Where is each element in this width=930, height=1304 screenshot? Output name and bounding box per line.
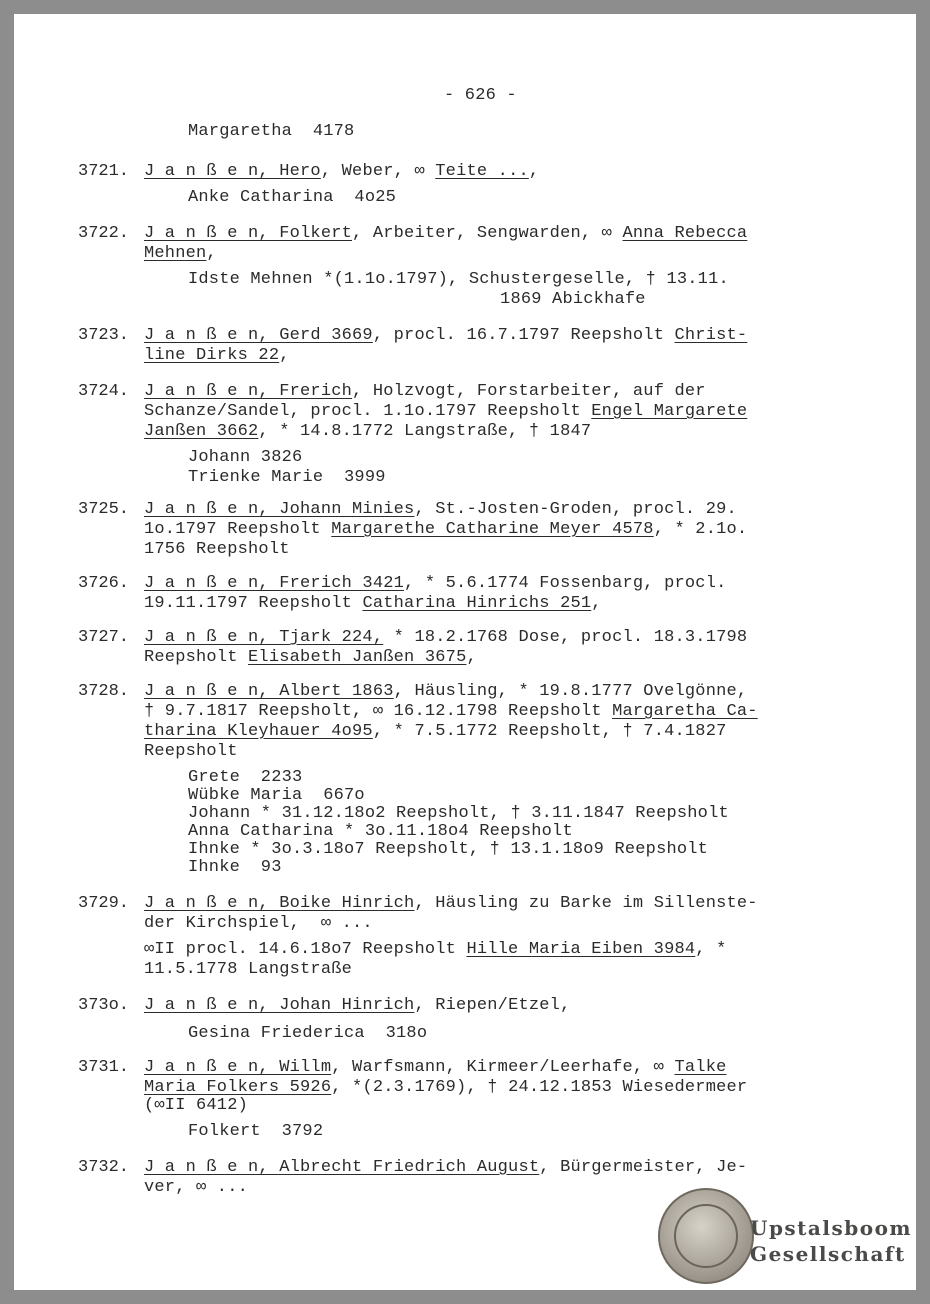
child-line: Anke Catharina 4o25 bbox=[188, 188, 397, 207]
entry-name: J a n ß e n, Johann Minies bbox=[144, 500, 415, 519]
entry-line: Reepsholt bbox=[144, 742, 238, 761]
entry-spouse: Janßen 3662 bbox=[144, 422, 259, 441]
entry-text: , * 5.6.1774 Fossenbarg, procl. bbox=[404, 574, 727, 593]
entry-spouse: Anna Rebecca bbox=[622, 224, 748, 243]
entry-text: 1o.1797 Reepsholt bbox=[144, 520, 332, 539]
entry-name: J a n ß e n, Folkert bbox=[144, 224, 353, 243]
entry-number: 3729. bbox=[78, 894, 130, 913]
child-line: Trienke Marie 3999 bbox=[188, 468, 386, 487]
entry-line bbox=[144, 402, 747, 422]
entry-text: † 9.7.1817 Reepsholt, ∞ 16.12.1798 Reepsholt bbox=[144, 702, 613, 721]
child-line: 1869 Abickhafe bbox=[188, 290, 646, 309]
child-line: Johann * 31.12.18o2 Reepsholt, † 3.11.1847 Reepsholt bbox=[188, 804, 729, 823]
entry-number: 3724. bbox=[78, 382, 130, 401]
entry-line: (∞II 6412) bbox=[144, 1096, 249, 1115]
entry-name: J a n ß e n, Albrecht Friedrich August bbox=[144, 1158, 540, 1177]
entry-spouse: Hille Maria Eiben 3984 bbox=[466, 940, 696, 959]
entry-number: 3725. bbox=[78, 500, 130, 519]
entry-text: , *(2.3.1769), † 24.12.1853 Wiesedermeer bbox=[331, 1078, 748, 1097]
entry-text: , Riepen/Etzel, bbox=[414, 996, 571, 1015]
child-line: Gesina Friederica 318o bbox=[188, 1024, 428, 1043]
logo-line-2: Gesellschaft bbox=[750, 1242, 906, 1266]
continuation-line: Margaretha 4178 bbox=[188, 122, 355, 141]
entry-spouse: line Dirks 22 bbox=[144, 346, 280, 365]
entry-name: J a n ß e n, Johan Hinrich bbox=[144, 996, 415, 1015]
entry-line bbox=[144, 346, 290, 366]
entry-text: Schanze/Sandel, procl. 1.1o.1797 Reepsholt bbox=[144, 402, 592, 421]
entry-spouse: Engel Margarete bbox=[591, 402, 748, 421]
entry-line bbox=[144, 244, 217, 264]
entry-line bbox=[144, 162, 539, 182]
entry-text: , Häusling zu Barke im Sillenste- bbox=[414, 894, 758, 913]
entry-line bbox=[144, 500, 737, 520]
entry-tail: , bbox=[528, 162, 540, 181]
child-line: Idste Mehnen *(1.1o.1797), Schustergeselle, † 13.11. bbox=[188, 270, 729, 289]
entry-line: 11.5.1778 Langstraße bbox=[144, 960, 353, 979]
logo-line-1: Upstalsboom bbox=[750, 1216, 913, 1240]
entry-text: , * 7.5.1772 Reepsholt, † 7.4.1827 bbox=[372, 722, 727, 741]
document-page bbox=[14, 14, 916, 1290]
entry-text: , Holzvogt, Forstarbeiter, auf der bbox=[352, 382, 706, 401]
entry-text: , * 2.1o. bbox=[653, 520, 748, 539]
child-line: Ihnke 93 bbox=[188, 858, 282, 877]
entry-line bbox=[144, 1078, 747, 1098]
entry-line bbox=[144, 628, 747, 648]
entry-text: , Weber, ∞ bbox=[320, 162, 436, 181]
entry-text: , Arbeiter, Sengwarden, ∞ bbox=[352, 224, 623, 243]
entry-text: , bbox=[591, 594, 602, 613]
entry-name: J a n ß e n, Tjark 224, bbox=[144, 628, 384, 647]
entry-spouse: Catharina Hinrichs 251 bbox=[362, 594, 592, 613]
entry-line bbox=[144, 940, 727, 960]
entry-line: 1756 Reepsholt bbox=[144, 540, 290, 559]
entry-line bbox=[144, 574, 727, 594]
entry-name: J a n ß e n, Gerd 3669 bbox=[144, 326, 373, 345]
entry-text: , * bbox=[695, 940, 727, 959]
entry-spouse: Talke bbox=[674, 1058, 727, 1077]
entry-number: 3731. bbox=[78, 1058, 130, 1077]
entry-line bbox=[144, 1158, 747, 1178]
entry-number: 3728. bbox=[78, 682, 130, 701]
entry-spouse: Margaretha Ca- bbox=[612, 702, 758, 721]
entry-line bbox=[144, 682, 747, 702]
entry-name: J a n ß e n, Boike Hinrich bbox=[144, 894, 415, 913]
entry-text: ∞II procl. 14.6.18o7 Reepsholt bbox=[144, 940, 467, 959]
entry-number: 3732. bbox=[78, 1158, 130, 1177]
entry-line bbox=[144, 722, 727, 742]
entry-text: , bbox=[206, 244, 217, 263]
entry-line bbox=[144, 648, 477, 668]
entry-spouse: Christ- bbox=[674, 326, 748, 345]
entry-spouse: tharina Kleyhauer 4o95 bbox=[144, 722, 373, 741]
entry-number: 3722. bbox=[78, 224, 130, 243]
entry-line bbox=[144, 326, 747, 346]
entry-line: ver, ∞ ... bbox=[144, 1178, 249, 1197]
entry-text: 19.11.1797 Reepsholt bbox=[144, 594, 363, 613]
entry-number: 3721. bbox=[78, 162, 130, 181]
child-line: Wübke Maria 667o bbox=[188, 786, 365, 805]
entry-text: , Häusling, * 19.8.1777 Ovelgönne, bbox=[393, 682, 748, 701]
entry-text: , procl. 16.7.1797 Reepsholt bbox=[372, 326, 675, 345]
entry-line bbox=[144, 1058, 727, 1078]
page-number: - 626 - bbox=[444, 86, 517, 105]
child-line: Anna Catharina * 3o.11.18o4 Reepsholt bbox=[188, 822, 573, 841]
entry-line bbox=[144, 894, 758, 914]
entry-text: , bbox=[279, 346, 290, 365]
entry-text: , St.-Josten-Groden, procl. 29. bbox=[414, 500, 737, 519]
entry-text: Reepsholt bbox=[144, 648, 249, 667]
entry-name: J a n ß e n, Frerich 3421 bbox=[144, 574, 405, 593]
entry-spouse: Maria Folkers 5926 bbox=[144, 1078, 332, 1097]
entry-line bbox=[144, 702, 758, 722]
child-line: Folkert 3792 bbox=[188, 1122, 324, 1141]
entry-name: J a n ß e n, Frerich bbox=[144, 382, 353, 401]
entry-line: der Kirchspiel, ∞ ... bbox=[144, 914, 373, 933]
entry-line bbox=[144, 382, 706, 402]
entry-spouse: Margarethe Catharine Meyer 4578 bbox=[331, 520, 654, 539]
entry-line bbox=[144, 422, 591, 442]
entry-line bbox=[144, 594, 602, 614]
entry-name: J a n ß e n, Hero bbox=[144, 162, 321, 181]
entry-number: 3726. bbox=[78, 574, 130, 593]
entry-text: , Warfsmann, Kirmeer/Leerhafe, ∞ bbox=[331, 1058, 675, 1077]
entry-text: , Bürgermeister, Je- bbox=[539, 1158, 748, 1177]
seal-icon bbox=[658, 1188, 754, 1284]
entry-spouse: Elisabeth Janßen 3675 bbox=[248, 648, 467, 667]
entry-name: J a n ß e n, Willm bbox=[144, 1058, 332, 1077]
entry-line bbox=[144, 224, 747, 244]
entry-text: * 18.2.1768 Dose, procl. 18.3.1798 bbox=[383, 628, 748, 647]
entry-number: 373o. bbox=[78, 996, 130, 1015]
entry-spouse: Teite ... bbox=[435, 162, 529, 181]
entry-line bbox=[144, 996, 570, 1016]
child-line: Johann 3826 bbox=[188, 448, 303, 467]
entry-number: 3727. bbox=[78, 628, 130, 647]
child-line: Grete 2233 bbox=[188, 768, 303, 787]
child-line: Ihnke * 3o.3.18o7 Reepsholt, † 13.1.18o9 Reepsholt bbox=[188, 840, 709, 859]
entry-name: J a n ß e n, Albert 1863 bbox=[144, 682, 394, 701]
entry-spouse: Mehnen bbox=[144, 244, 207, 263]
entry-text: , * 14.8.1772 Langstraße, † 1847 bbox=[258, 422, 592, 441]
entry-number: 3723. bbox=[78, 326, 130, 345]
entry-text: , bbox=[466, 648, 477, 667]
entry-line bbox=[144, 520, 747, 540]
